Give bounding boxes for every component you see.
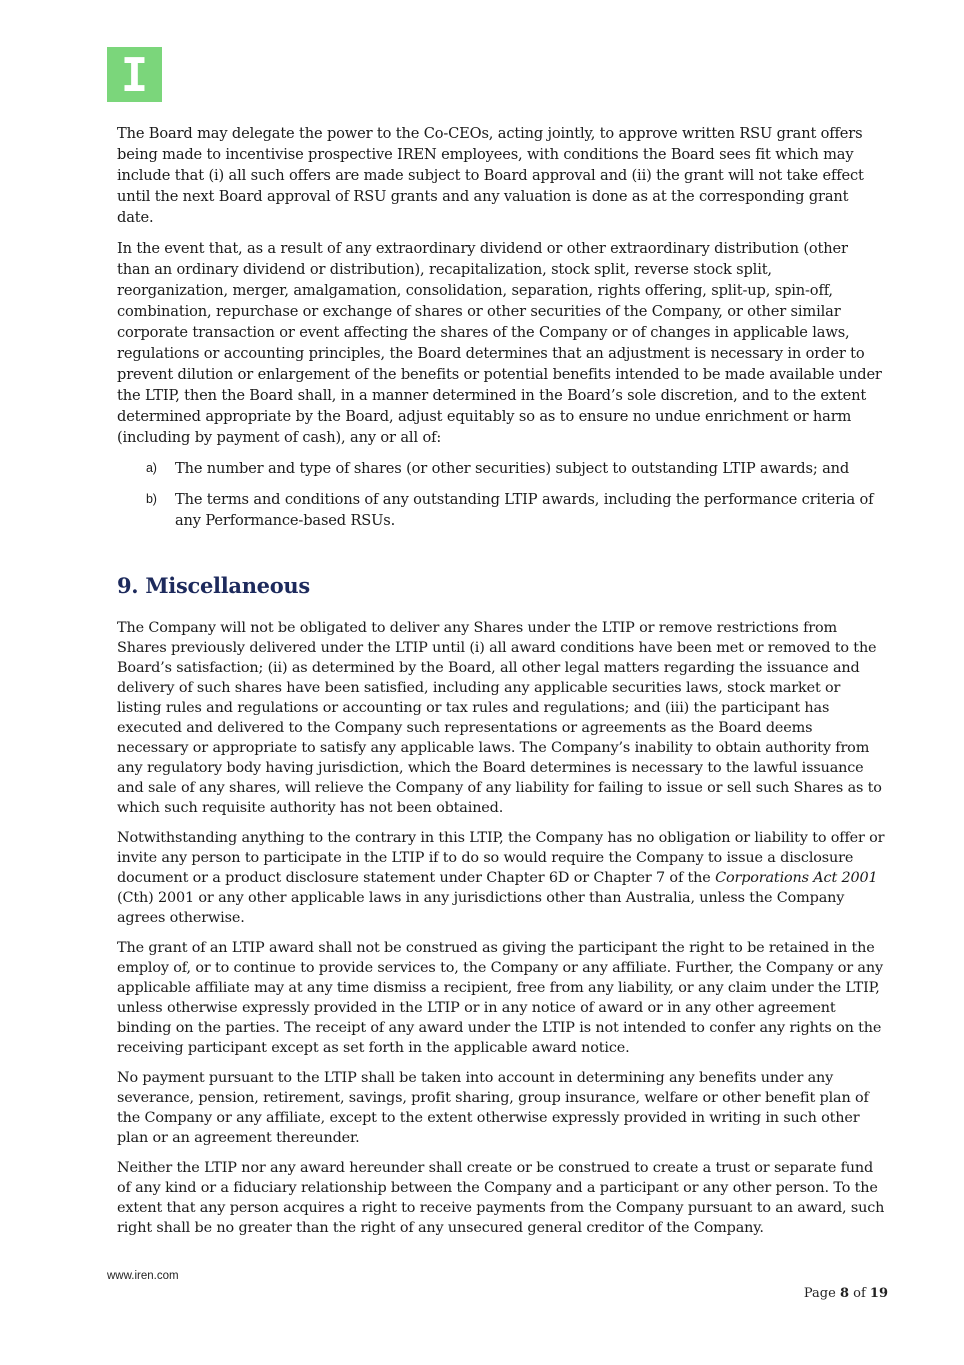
paragraph-share-delivery: The Company will not be obligated to deliver any Shares under the LTIP or remove restrictions from Shares previously delivered under the LTIP until (i) all award conditions have been met or removed to the Board’s satisfaction; (ii) as determined by the Board, all other legal matters regarding the issuance and delivery of such shares have been satisfied, including any applicable securities laws, stock market or listing rules and regulations or accounting or tax rules and regulations; and (iii) the participant has executed and delivered to the Company such representations or agreements as the Board deems necessary or appropriate to satisfy any applicable laws. The Company’s inability to obtain authority from any regulatory body having jurisdiction, which the Board determines is necessary to the lawful issuance and sale of any shares, will relieve the Company of any liability for failing to issue or sell such Shares as to which such requisite authority has not been obtained. [117, 620, 882, 816]
text-span: (Cth) 2001 or any other applicable laws in any jurisdictions other than Australia, unless the Company agrees otherwise. [117, 890, 845, 926]
page-number [804, 1286, 888, 1301]
list-item [117, 489, 885, 531]
paragraph-benefits: No payment pursuant to the LTIP shall be taken into account in determining any benefits under any severance, pension, retirement, savings, profit sharing, group insurance, welfare or other benefit plan of the Company or any affiliate, except to the extent otherwise expressly provided in writing in such other plan or an agreement thereunder. [117, 1070, 869, 1146]
footer-website: www.iren.com [107, 1270, 179, 1282]
company-logo [107, 47, 162, 102]
document-body [117, 123, 885, 1248]
logo-letter: I [120, 47, 149, 102]
paragraph-employment: The grant of an LTIP award shall not be construed as giving the participant the right to be retained in the employ of, or to continue to provide services to, the Company or any affiliate. Further, the Company or any applicable affiliate may at any time dismiss a recipient, free from any liability, or any claim under the LTIP, unless otherwise expressly provided in the LTIP or in any notice of award or in any other agreement binding on the parties. The receipt of any award under the LTIP is not intended to confer any rights on the receiving participant except as set forth in the applicable award notice. [117, 940, 883, 1056]
list-item [117, 458, 885, 479]
act-name: Corporations Act 2001 [715, 870, 878, 886]
section-miscellaneous [117, 618, 885, 1238]
section-heading: 9. Miscellaneous [117, 573, 310, 598]
list-item-text: The terms and conditions of any outstanding LTIP awards, including the performance criteria of any Performance-based RSUs. [175, 491, 874, 529]
list-item-label: b) [146, 492, 157, 506]
paragraph-disclosure [117, 828, 885, 928]
page-of: of [849, 1286, 870, 1301]
page-prefix: Page [803, 1286, 840, 1301]
list-item-label: a) [146, 461, 157, 475]
adjustment-list [117, 458, 885, 531]
paragraph-delegation: The Board may delegate the power to the Co-CEOs, acting jointly, to approve written RSU grant offers being made to incentivise prospective IREN employees, with conditions the Board sees fit which may include that (i) all such offers are made subject to Board approval and (ii) the grant will not take effect until the next Board approval of RSU grants and any valuation is done as at the corresponding grant date. [117, 125, 864, 226]
paragraph-adjustment: In the event that, as a result of any extraordinary dividend or other extraordinary distribution (other than an ordinary dividend or distribution), recapitalization, stock split, reverse stock split, reorganization, merger, amalgamation, consolidation, separation, rights offering, split-up, spin-off, combination, repurchase or exchange of shares or other securities of the Company, or other similar corporate transaction or event affecting the shares of the Company or of changes in applicable laws, regulations or accounting principles, the Board determines that an adjustment is necessary in order to prevent dilution or enlargement of the benefits or potential benefits intended to be made available under the LTIP, then the Board shall, in a manner determined in the Board’s sole discretion, and to the extent determined appropriate by the Board, adjust equitably so as to ensure no undue enrichment or harm (including by payment of cash), any or all of: [117, 240, 882, 446]
text-span: Notwithstanding anything to the contrary in this LTIP, the Company has no obligation or liability to offer or invite any person to participate in the LTIP if to do so would require the Company to issue a disclosure document or a product disclosure statement under Chapter 6D or Chapter 7 of the [117, 830, 885, 886]
list-item-text: The number and type of shares (or other securities) subject to outstanding LTIP awards; and [175, 460, 850, 477]
paragraph-trust: Neither the LTIP nor any award hereunder shall create or be construed to create a trust or separate fund of any kind or a fiduciary relationship between the Company and a participant or any other person. To the extent that any person acquires a right to receive payments from the Company pursuant to an award, such right shall be no greater than the right of any unsecured general creditor of the Company. [117, 1160, 885, 1236]
page-total: 19 [869, 1286, 888, 1301]
page-current: 8 [839, 1286, 849, 1301]
